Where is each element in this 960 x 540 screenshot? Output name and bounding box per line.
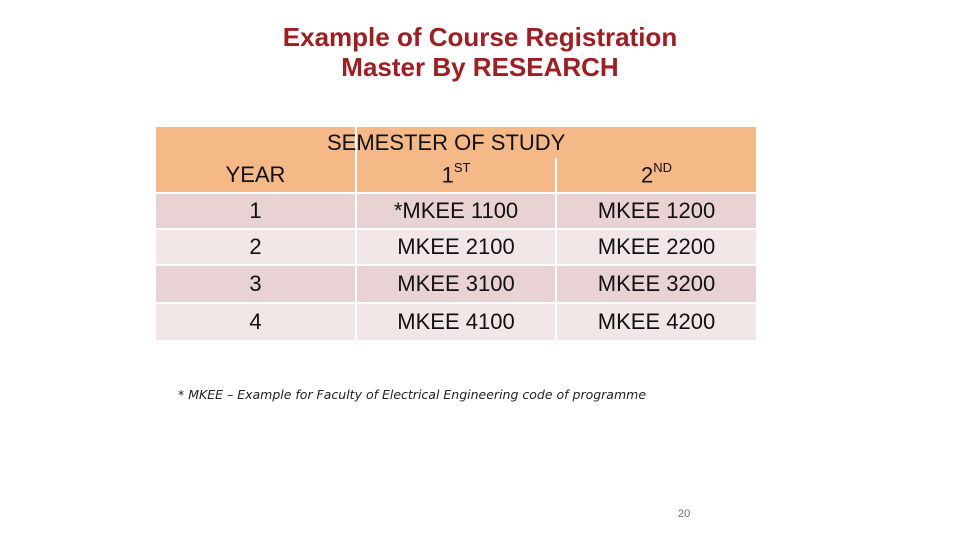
semester-1-number: 1 [441, 162, 454, 188]
semester-2-cell: MKEE 4200 [556, 303, 756, 341]
year-cell: 2 [156, 229, 356, 265]
header-year-spacer [156, 127, 356, 158]
semester-1-header [356, 158, 556, 193]
semester-1-suffix: ST [453, 159, 471, 175]
semester-2-number: 2 [640, 162, 654, 188]
title-line-1: Example of Course Registration [282, 22, 678, 52]
semester-1-cell: MKEE 2100 [356, 229, 556, 265]
semester-1-cell: MKEE 4100 [356, 303, 556, 341]
title-line-2: Master By RESEARCH [341, 52, 619, 82]
table-row [156, 229, 756, 265]
semester-2-cell: MKEE 2200 [556, 229, 756, 265]
semester-of-study-label: SEMESTER OF STUDY [327, 129, 566, 155]
semester-1-cell: *MKEE 1100 [356, 193, 556, 229]
page-number: 20 [678, 508, 691, 520]
footnote: * MKEE – Example for Faculty of Electrical Engineering code of programme [178, 387, 647, 402]
semester-2-header [556, 158, 756, 193]
semester-2-cell: MKEE 1200 [556, 193, 756, 229]
semester-2-cell: MKEE 3200 [556, 265, 756, 303]
semester-of-study-header [327, 127, 756, 158]
year-cell: 1 [156, 193, 356, 229]
table-subheader-row [156, 158, 756, 193]
semester-1-cell: MKEE 3100 [356, 265, 556, 303]
slide-title [180, 22, 780, 82]
table-row [156, 265, 756, 303]
year-cell: 4 [156, 303, 356, 341]
table-row [156, 193, 756, 229]
course-registration-table [156, 127, 756, 342]
semester-2-suffix: ND [653, 159, 673, 175]
table-row [156, 303, 756, 341]
year-header: YEAR [156, 158, 356, 193]
year-cell: 3 [156, 265, 356, 303]
table-header-row [156, 127, 756, 158]
